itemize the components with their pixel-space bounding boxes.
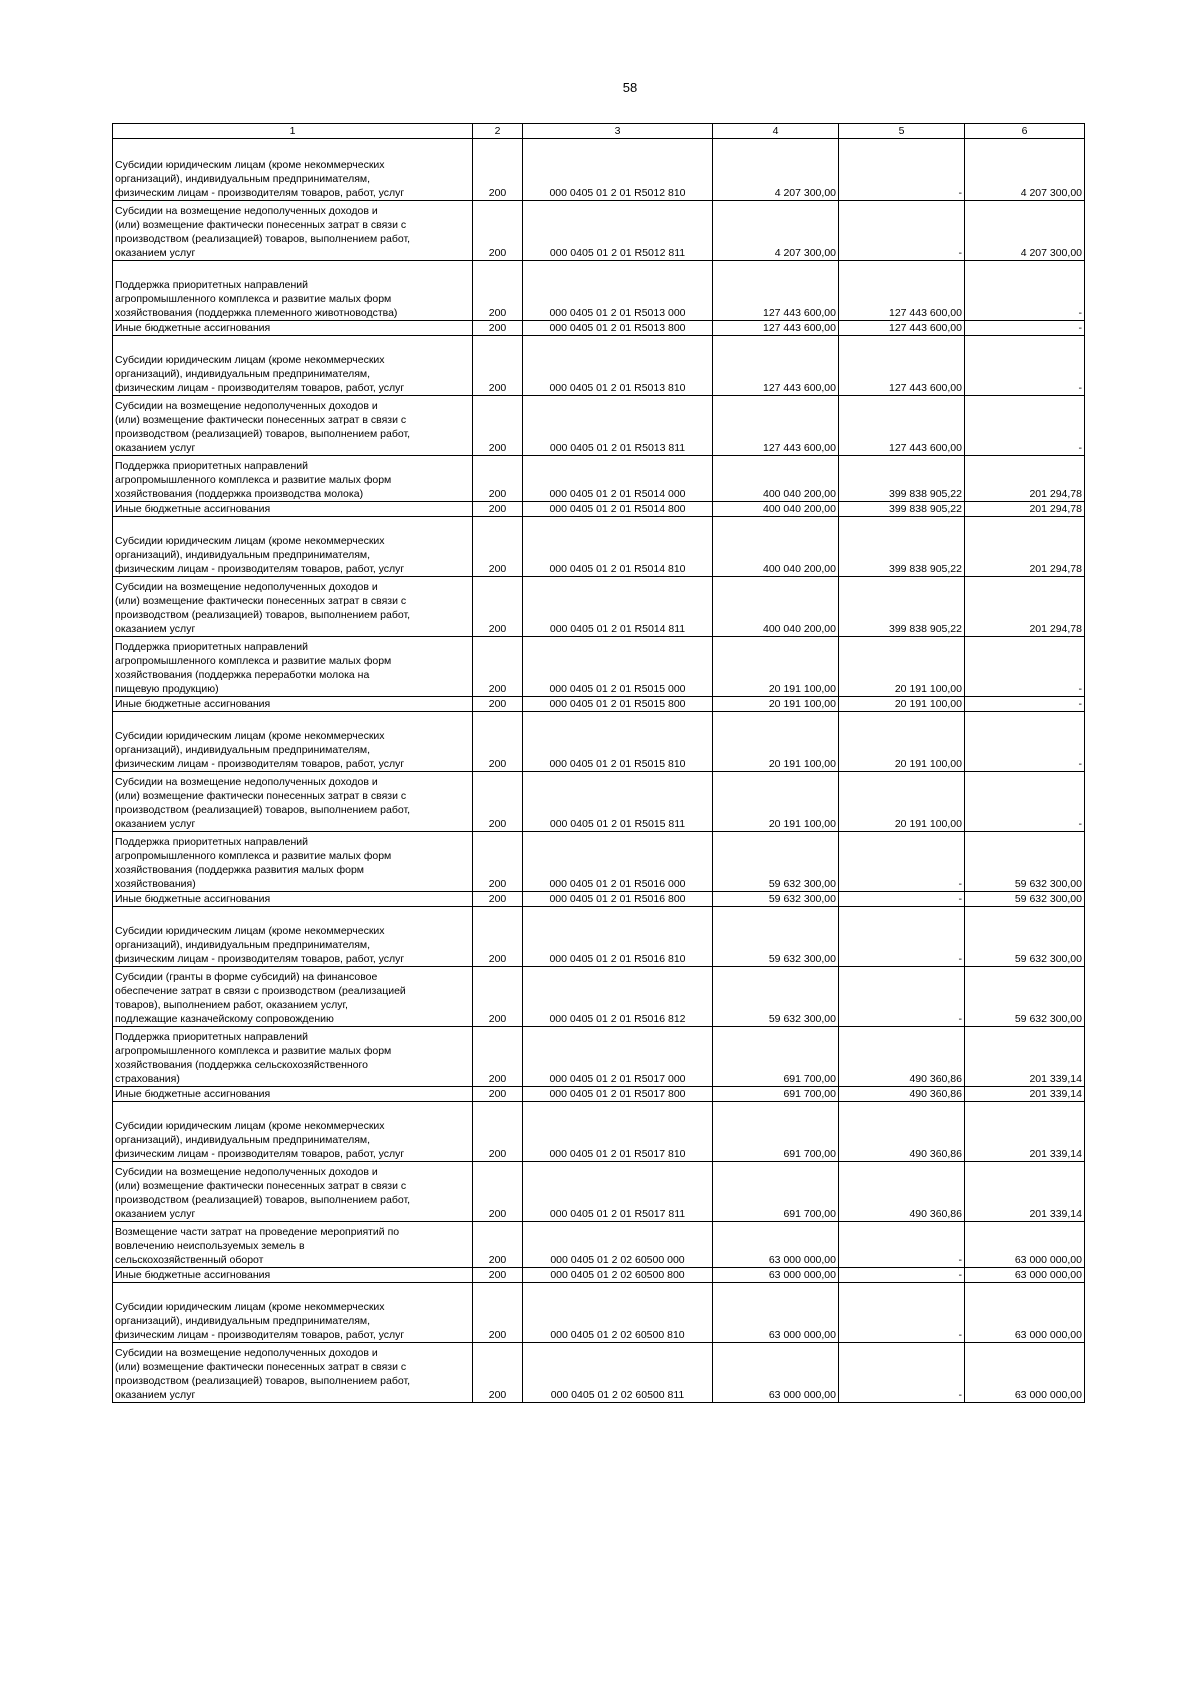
table-row	[113, 577, 1085, 637]
header-col-3: 3	[523, 124, 713, 139]
row-grbs-code: 200	[473, 772, 523, 832]
row-unexecuted-amount: -	[965, 321, 1085, 336]
table-row	[113, 517, 1085, 577]
row-grbs-code: 200	[473, 201, 523, 261]
row-name: Поддержка приоритетных направлений агропромышленного комплекса и развитие малых форм хозяйствования (поддержка переработки молока на пищевую продукцию)	[113, 637, 473, 697]
table-row	[113, 336, 1085, 396]
table-row	[113, 1102, 1085, 1162]
row-approved-amount: 691 700,00	[713, 1087, 839, 1102]
row-budget-code: 000 0405 01 2 01 R5014 000	[523, 456, 713, 502]
row-grbs-code: 200	[473, 456, 523, 502]
table-row	[113, 967, 1085, 1027]
row-budget-code: 000 0405 01 2 01 R5015 811	[523, 772, 713, 832]
row-unexecuted-amount: 201 294,78	[965, 456, 1085, 502]
row-executed-amount: 399 838 905,22	[839, 502, 965, 517]
row-name: Иные бюджетные ассигнования	[113, 892, 473, 907]
table-row	[113, 1283, 1085, 1343]
row-executed-amount: 399 838 905,22	[839, 456, 965, 502]
row-name: Поддержка приоритетных направлений агропромышленного комплекса и развитие малых форм хозяйствования (поддержка племенного животноводства)	[113, 261, 473, 321]
header-col-1: 1	[113, 124, 473, 139]
row-unexecuted-amount: 59 632 300,00	[965, 892, 1085, 907]
row-unexecuted-amount: 63 000 000,00	[965, 1268, 1085, 1283]
row-unexecuted-amount: -	[965, 396, 1085, 456]
row-grbs-code: 200	[473, 1102, 523, 1162]
row-grbs-code: 200	[473, 892, 523, 907]
table-body	[113, 139, 1085, 1403]
row-executed-amount: 127 443 600,00	[839, 336, 965, 396]
row-approved-amount: 59 632 300,00	[713, 967, 839, 1027]
row-grbs-code: 200	[473, 502, 523, 517]
row-budget-code: 000 0405 01 2 01 R5016 812	[523, 967, 713, 1027]
table-row	[113, 261, 1085, 321]
row-budget-code: 000 0405 01 2 02 60500 810	[523, 1283, 713, 1343]
row-executed-amount: 20 191 100,00	[839, 712, 965, 772]
row-name: Субсидии юридическим лицам (кроме некоммерческих организаций), индивидуальным предпринимателям, физическим лицам - производителям товаров, работ, услуг	[113, 517, 473, 577]
row-approved-amount: 400 040 200,00	[713, 517, 839, 577]
row-name: Субсидии юридическим лицам (кроме некоммерческих организаций), индивидуальным предпринимателям, физическим лицам - производителям товаров, работ, услуг	[113, 712, 473, 772]
row-name: Иные бюджетные ассигнования	[113, 1087, 473, 1102]
row-budget-code: 000 0405 01 2 01 R5013 800	[523, 321, 713, 336]
row-grbs-code: 200	[473, 1087, 523, 1102]
row-grbs-code: 200	[473, 1283, 523, 1343]
row-grbs-code: 200	[473, 336, 523, 396]
row-approved-amount: 4 207 300,00	[713, 139, 839, 201]
budget-table	[112, 123, 1085, 1403]
row-grbs-code: 200	[473, 832, 523, 892]
row-unexecuted-amount: 4 207 300,00	[965, 139, 1085, 201]
row-grbs-code: 200	[473, 261, 523, 321]
row-budget-code: 000 0405 01 2 01 R5013 810	[523, 336, 713, 396]
table-row	[113, 1087, 1085, 1102]
row-budget-code: 000 0405 01 2 01 R5016 800	[523, 892, 713, 907]
row-unexecuted-amount: 59 632 300,00	[965, 967, 1085, 1027]
table-row	[113, 832, 1085, 892]
row-grbs-code: 200	[473, 637, 523, 697]
row-approved-amount: 63 000 000,00	[713, 1222, 839, 1268]
header-col-2: 2	[473, 124, 523, 139]
row-budget-code: 000 0405 01 2 01 R5013 000	[523, 261, 713, 321]
row-approved-amount: 63 000 000,00	[713, 1343, 839, 1403]
row-name: Субсидии на возмещение недополученных доходов и (или) возмещение фактически понесенных затрат в связи с производством (реализацией) товаров, выполнением работ, оказанием услуг	[113, 1162, 473, 1222]
row-approved-amount: 127 443 600,00	[713, 396, 839, 456]
row-executed-amount: 399 838 905,22	[839, 517, 965, 577]
row-budget-code: 000 0405 01 2 02 60500 811	[523, 1343, 713, 1403]
row-budget-code: 000 0405 01 2 01 R5017 811	[523, 1162, 713, 1222]
row-name: Иные бюджетные ассигнования	[113, 1268, 473, 1283]
row-name: Субсидии юридическим лицам (кроме некоммерческих организаций), индивидуальным предпринимателям, физическим лицам - производителям товаров, работ, услуг	[113, 139, 473, 201]
row-grbs-code: 200	[473, 967, 523, 1027]
row-approved-amount: 400 040 200,00	[713, 502, 839, 517]
row-budget-code: 000 0405 01 2 01 R5012 811	[523, 201, 713, 261]
row-unexecuted-amount: 201 294,78	[965, 517, 1085, 577]
row-name: Иные бюджетные ассигнования	[113, 321, 473, 336]
row-executed-amount: -	[839, 1222, 965, 1268]
row-approved-amount: 59 632 300,00	[713, 892, 839, 907]
table-row	[113, 1268, 1085, 1283]
row-approved-amount: 59 632 300,00	[713, 907, 839, 967]
row-name: Поддержка приоритетных направлений агропромышленного комплекса и развитие малых форм хозяйствования (поддержка сельскохозяйственного страхования)	[113, 1027, 473, 1087]
row-name: Субсидии (гранты в форме субсидий) на финансовое обеспечение затрат в связи с производством (реализацией товаров), выполнением работ, оказанием услуг, подлежащие казначейскому сопровождению	[113, 967, 473, 1027]
table-row	[113, 139, 1085, 201]
row-unexecuted-amount: 59 632 300,00	[965, 832, 1085, 892]
table-row	[113, 201, 1085, 261]
row-grbs-code: 200	[473, 712, 523, 772]
row-executed-amount: 20 191 100,00	[839, 697, 965, 712]
row-unexecuted-amount: -	[965, 637, 1085, 697]
row-unexecuted-amount: 63 000 000,00	[965, 1343, 1085, 1403]
row-approved-amount: 20 191 100,00	[713, 637, 839, 697]
row-name: Субсидии на возмещение недополученных доходов и (или) возмещение фактически понесенных затрат в связи с производством (реализацией) товаров, выполнением работ, оказанием услуг	[113, 1343, 473, 1403]
row-unexecuted-amount: -	[965, 712, 1085, 772]
row-grbs-code: 200	[473, 1162, 523, 1222]
row-executed-amount: 490 360,86	[839, 1027, 965, 1087]
row-grbs-code: 200	[473, 1222, 523, 1268]
header-col-5: 5	[839, 124, 965, 139]
row-approved-amount: 59 632 300,00	[713, 832, 839, 892]
row-approved-amount: 400 040 200,00	[713, 577, 839, 637]
row-name: Возмещение части затрат на проведение мероприятий по вовлечению неиспользуемых земель в сельскохозяйственный оборот	[113, 1222, 473, 1268]
row-executed-amount: -	[839, 1343, 965, 1403]
row-approved-amount: 20 191 100,00	[713, 712, 839, 772]
row-executed-amount: -	[839, 1268, 965, 1283]
table-row	[113, 712, 1085, 772]
table-row	[113, 697, 1085, 712]
row-budget-code: 000 0405 01 2 01 R5012 810	[523, 139, 713, 201]
row-unexecuted-amount: 4 207 300,00	[965, 201, 1085, 261]
row-approved-amount: 20 191 100,00	[713, 697, 839, 712]
row-grbs-code: 200	[473, 577, 523, 637]
row-name: Субсидии юридическим лицам (кроме некоммерческих организаций), индивидуальным предпринимателям, физическим лицам - производителям товаров, работ, услуг	[113, 907, 473, 967]
table-row	[113, 502, 1085, 517]
row-grbs-code: 200	[473, 1027, 523, 1087]
table-row	[113, 1222, 1085, 1268]
row-approved-amount: 127 443 600,00	[713, 336, 839, 396]
row-budget-code: 000 0405 01 2 01 R5014 800	[523, 502, 713, 517]
table-row	[113, 321, 1085, 336]
table-row	[113, 456, 1085, 502]
row-executed-amount: 490 360,86	[839, 1102, 965, 1162]
row-executed-amount: -	[839, 967, 965, 1027]
row-approved-amount: 400 040 200,00	[713, 456, 839, 502]
row-name: Субсидии юридическим лицам (кроме некоммерческих организаций), индивидуальным предпринимателям, физическим лицам - производителям товаров, работ, услуг	[113, 1283, 473, 1343]
row-executed-amount: 127 443 600,00	[839, 261, 965, 321]
row-name: Иные бюджетные ассигнования	[113, 502, 473, 517]
row-budget-code: 000 0405 01 2 01 R5016 000	[523, 832, 713, 892]
row-executed-amount: -	[839, 892, 965, 907]
row-executed-amount: -	[839, 907, 965, 967]
row-executed-amount: -	[839, 139, 965, 201]
row-approved-amount: 4 207 300,00	[713, 201, 839, 261]
row-approved-amount: 691 700,00	[713, 1027, 839, 1087]
table-row	[113, 772, 1085, 832]
row-name: Субсидии на возмещение недополученных доходов и (или) возмещение фактически понесенных затрат в связи с производством (реализацией) товаров, выполнением работ, оказанием услуг	[113, 396, 473, 456]
table-row	[113, 1343, 1085, 1403]
table-row	[113, 637, 1085, 697]
row-budget-code: 000 0405 01 2 01 R5015 000	[523, 637, 713, 697]
table-row	[113, 892, 1085, 907]
row-approved-amount: 691 700,00	[713, 1162, 839, 1222]
row-unexecuted-amount: 201 294,78	[965, 577, 1085, 637]
row-unexecuted-amount: -	[965, 336, 1085, 396]
row-name: Субсидии на возмещение недополученных доходов и (или) возмещение фактически понесенных затрат в связи с производством (реализацией) товаров, выполнением работ, оказанием услуг	[113, 577, 473, 637]
row-executed-amount: 20 191 100,00	[839, 772, 965, 832]
row-unexecuted-amount: 59 632 300,00	[965, 907, 1085, 967]
row-budget-code: 000 0405 01 2 01 R5015 810	[523, 712, 713, 772]
row-grbs-code: 200	[473, 139, 523, 201]
row-unexecuted-amount: 201 339,14	[965, 1027, 1085, 1087]
header-col-6: 6	[965, 124, 1085, 139]
row-approved-amount: 691 700,00	[713, 1102, 839, 1162]
header-col-4: 4	[713, 124, 839, 139]
row-unexecuted-amount: 201 339,14	[965, 1102, 1085, 1162]
row-unexecuted-amount: -	[965, 261, 1085, 321]
row-grbs-code: 200	[473, 396, 523, 456]
row-budget-code: 000 0405 01 2 01 R5015 800	[523, 697, 713, 712]
page-number: 58	[622, 80, 638, 95]
row-name: Субсидии на возмещение недополученных доходов и (или) возмещение фактически понесенных затрат в связи с производством (реализацией) товаров, выполнением работ, оказанием услуг	[113, 201, 473, 261]
row-approved-amount: 127 443 600,00	[713, 261, 839, 321]
row-budget-code: 000 0405 01 2 01 R5013 811	[523, 396, 713, 456]
row-grbs-code: 200	[473, 1268, 523, 1283]
row-approved-amount: 63 000 000,00	[713, 1283, 839, 1343]
row-unexecuted-amount: 201 339,14	[965, 1087, 1085, 1102]
row-grbs-code: 200	[473, 1343, 523, 1403]
row-name: Поддержка приоритетных направлений агропромышленного комплекса и развитие малых форм хозяйствования (поддержка производства молока)	[113, 456, 473, 502]
row-name: Иные бюджетные ассигнования	[113, 697, 473, 712]
row-unexecuted-amount: 63 000 000,00	[965, 1222, 1085, 1268]
row-executed-amount: -	[839, 201, 965, 261]
row-budget-code: 000 0405 01 2 01 R5016 810	[523, 907, 713, 967]
table-row	[113, 907, 1085, 967]
row-approved-amount: 127 443 600,00	[713, 321, 839, 336]
row-executed-amount: 399 838 905,22	[839, 577, 965, 637]
row-budget-code: 000 0405 01 2 02 60500 000	[523, 1222, 713, 1268]
row-approved-amount: 20 191 100,00	[713, 772, 839, 832]
row-grbs-code: 200	[473, 321, 523, 336]
row-name: Субсидии юридическим лицам (кроме некоммерческих организаций), индивидуальным предпринимателям, физическим лицам - производителям товаров, работ, услуг	[113, 336, 473, 396]
table-row	[113, 1162, 1085, 1222]
row-budget-code: 000 0405 01 2 01 R5014 810	[523, 517, 713, 577]
table-row	[113, 1027, 1085, 1087]
row-unexecuted-amount: 63 000 000,00	[965, 1283, 1085, 1343]
row-grbs-code: 200	[473, 697, 523, 712]
row-name: Субсидии на возмещение недополученных доходов и (или) возмещение фактически понесенных затрат в связи с производством (реализацией) товаров, выполнением работ, оказанием услуг	[113, 772, 473, 832]
row-budget-code: 000 0405 01 2 01 R5017 000	[523, 1027, 713, 1087]
table-row	[113, 396, 1085, 456]
row-budget-code: 000 0405 01 2 01 R5014 811	[523, 577, 713, 637]
row-executed-amount: 127 443 600,00	[839, 321, 965, 336]
row-grbs-code: 200	[473, 907, 523, 967]
row-executed-amount: 490 360,86	[839, 1087, 965, 1102]
row-unexecuted-amount: -	[965, 697, 1085, 712]
row-unexecuted-amount: 201 339,14	[965, 1162, 1085, 1222]
row-executed-amount: 20 191 100,00	[839, 637, 965, 697]
row-grbs-code: 200	[473, 517, 523, 577]
row-budget-code: 000 0405 01 2 01 R5017 810	[523, 1102, 713, 1162]
row-approved-amount: 63 000 000,00	[713, 1268, 839, 1283]
row-executed-amount: 490 360,86	[839, 1162, 965, 1222]
row-unexecuted-amount: 201 294,78	[965, 502, 1085, 517]
row-executed-amount: 127 443 600,00	[839, 396, 965, 456]
header-row	[113, 124, 1085, 139]
row-budget-code: 000 0405 01 2 01 R5017 800	[523, 1087, 713, 1102]
row-name: Поддержка приоритетных направлений агропромышленного комплекса и развитие малых форм хозяйствования (поддержка развития малых форм хозяйствования)	[113, 832, 473, 892]
row-name: Субсидии юридическим лицам (кроме некоммерческих организаций), индивидуальным предпринимателям, физическим лицам - производителям товаров, работ, услуг	[113, 1102, 473, 1162]
row-executed-amount: -	[839, 832, 965, 892]
row-executed-amount: -	[839, 1283, 965, 1343]
row-unexecuted-amount: -	[965, 772, 1085, 832]
row-budget-code: 000 0405 01 2 02 60500 800	[523, 1268, 713, 1283]
